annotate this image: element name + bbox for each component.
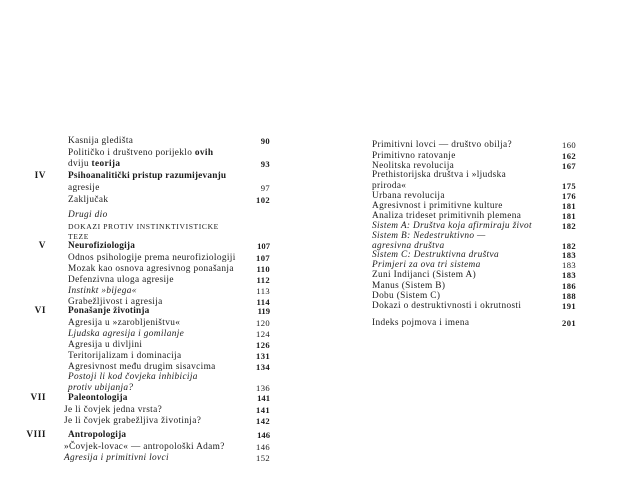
toc-entry-title: Postoji li kod čovjeka inhibicija bbox=[68, 372, 198, 382]
toc-page-number: 141 bbox=[256, 405, 270, 415]
chapter-title: Neurofiziologija bbox=[68, 241, 136, 251]
toc-entry-title: Odnos psihologije prema neurofiziologiji bbox=[68, 253, 236, 263]
toc-page-number: 167 bbox=[562, 161, 576, 171]
toc-page-number: 114 bbox=[256, 297, 270, 307]
toc-entry-title: Političko i društveno porijeklo ovih bbox=[68, 148, 214, 158]
toc-entry-title: Manus (Sistem B) bbox=[372, 281, 446, 291]
toc-page-number: 183 bbox=[562, 250, 576, 260]
toc-page-number: 136 bbox=[256, 383, 270, 393]
toc-page-number: 142 bbox=[256, 416, 270, 426]
toc-page-number: 201 bbox=[562, 318, 576, 328]
chapter-page-number: 119 bbox=[257, 306, 270, 316]
toc-page-number: 183 bbox=[562, 260, 576, 270]
toc-page-number: 134 bbox=[256, 362, 270, 372]
chapter-number: VIII bbox=[26, 430, 46, 440]
chapter-number: VI bbox=[34, 306, 46, 316]
toc-page-number: 175 bbox=[562, 181, 576, 191]
toc-entry-title: Zaključak bbox=[68, 195, 109, 205]
toc-entry-title: Je li čovjek grabežljiva životinja? bbox=[64, 416, 202, 426]
toc-entry-title: Indeks pojmova i imena bbox=[372, 318, 470, 328]
chapter-page-number: 141 bbox=[257, 393, 270, 403]
chapter-page-number: 107 bbox=[257, 241, 270, 251]
toc-page-number: 188 bbox=[562, 291, 576, 301]
toc-page-number: 107 bbox=[256, 253, 270, 263]
toc-entry-title: Prethistorijska društva i »ljudska bbox=[372, 170, 507, 180]
toc-entry-title: Sistem A: Društva koja afirmiraju život bbox=[372, 221, 532, 231]
toc-entry-title: Sistem C: Destruktivna društva bbox=[372, 250, 499, 260]
toc-entry-title: Neolitska revolucija bbox=[372, 161, 455, 171]
toc-entry-title: Dokazi o destruktivnosti i okrutnosti bbox=[372, 301, 522, 311]
toc-entry-title: Defenzivna uloga agresije bbox=[68, 275, 174, 285]
toc-entry-title: DOKAZI PROTIV INSTINKTIVISTICKE bbox=[68, 222, 219, 231]
toc-page-number: 120 bbox=[256, 318, 270, 328]
toc-entry-title: Primjeri za ova tri sistema bbox=[372, 260, 481, 270]
toc-entry-title: Agresija i primitivni lovci bbox=[64, 453, 169, 463]
toc-entry-title: Ljudska agresija i gomilanje bbox=[68, 329, 185, 339]
toc-page-number: 181 bbox=[562, 201, 576, 211]
toc-page-number: 181 bbox=[562, 211, 576, 221]
toc-page-number: 131 bbox=[256, 351, 270, 361]
chapter-title: Psihoanalitički pristup razumijevanju bbox=[68, 171, 227, 181]
toc-page-number: 182 bbox=[562, 241, 576, 251]
toc-entry-title: Analiza trideset primitivnih plemena bbox=[372, 211, 522, 221]
toc-page-number: 182 bbox=[562, 221, 576, 231]
toc-entry-title: Agresija u divljini bbox=[68, 340, 143, 350]
toc-page-number: 186 bbox=[562, 281, 576, 291]
chapter-title: Antropologija bbox=[68, 430, 127, 440]
chapter-number: IV bbox=[34, 171, 46, 181]
toc-entry-title: agresivna društva bbox=[372, 241, 445, 251]
toc-entry-title: Primitivni lovci — društvo obilja? bbox=[372, 140, 512, 150]
chapter-number: V bbox=[38, 241, 46, 251]
toc-entry-title: Teritorijalizam i dominacija bbox=[68, 351, 182, 361]
toc-entry-title: Agresija u »zarobljeništvu« bbox=[68, 318, 181, 328]
toc-entry-title: Mozak kao osnova agresivnog ponašanja bbox=[68, 264, 234, 274]
toc-entry-title: Zuni Indijanci (Sistem A) bbox=[372, 270, 477, 280]
toc-page-number: 124 bbox=[256, 329, 270, 339]
toc-page-number: 93 bbox=[260, 159, 270, 169]
chapter-title: Paleontologija bbox=[68, 393, 128, 403]
toc-page-number: 176 bbox=[562, 191, 576, 201]
toc-entry-title: Grabežljivost i agresija bbox=[68, 297, 163, 307]
toc-entry-title: Dobu (Sistem C) bbox=[372, 291, 441, 301]
toc-page-number: 160 bbox=[562, 140, 576, 150]
toc-page-number: 126 bbox=[256, 340, 270, 350]
toc-entry-title: Primitivno ratovanje bbox=[372, 151, 456, 161]
toc-page-number: 113 bbox=[256, 286, 270, 296]
chapter-title: Ponašanje životinja bbox=[68, 306, 150, 316]
toc-page-number: 183 bbox=[562, 270, 576, 280]
toc-entry-title: agresije bbox=[68, 183, 100, 193]
toc-entry-title-bold: teorija bbox=[91, 159, 121, 169]
toc-entry-title: TEZE bbox=[68, 232, 89, 241]
toc-page-number: 152 bbox=[256, 453, 270, 463]
toc-entry-title: Sistem B: Nedestruktivno — bbox=[372, 231, 486, 241]
toc-page-number: 112 bbox=[256, 275, 270, 285]
toc-entry-title: Agresivnost i primitivne kulture bbox=[372, 201, 503, 211]
toc-page-number: 162 bbox=[562, 151, 576, 161]
toc-entry-title: Drugi dio bbox=[68, 210, 108, 220]
toc-entry-title: priroda« bbox=[372, 181, 407, 191]
toc-page-number: 110 bbox=[256, 264, 270, 274]
toc-entry-title-bold: ovih bbox=[194, 148, 214, 158]
toc-entry-title: Urbana revolucija bbox=[372, 191, 445, 201]
toc-page-number: 146 bbox=[256, 442, 270, 452]
toc-entry-title: protiv ubijanja? bbox=[68, 383, 134, 393]
toc-page-number: 191 bbox=[562, 301, 576, 311]
toc-entry-title: »Čovjek-lovac« — antropološki Adam? bbox=[64, 442, 225, 452]
toc-page-number: 90 bbox=[260, 136, 270, 146]
toc-entry-title: Je li čovjek jedna vrsta? bbox=[64, 405, 163, 415]
toc-entry-title: dviju teorija bbox=[68, 159, 121, 169]
toc-entry-title: Agresivnost među drugim sisavcima bbox=[68, 362, 216, 372]
toc-entry-title: Kasnija gledišta bbox=[68, 136, 134, 146]
chapter-number: VII bbox=[30, 393, 46, 403]
toc-page-number: 102 bbox=[256, 195, 270, 205]
toc-entry-title: Instinkt »bijega« bbox=[68, 286, 137, 296]
toc-page-number: 97 bbox=[260, 183, 270, 193]
chapter-page-number: 146 bbox=[257, 430, 270, 440]
